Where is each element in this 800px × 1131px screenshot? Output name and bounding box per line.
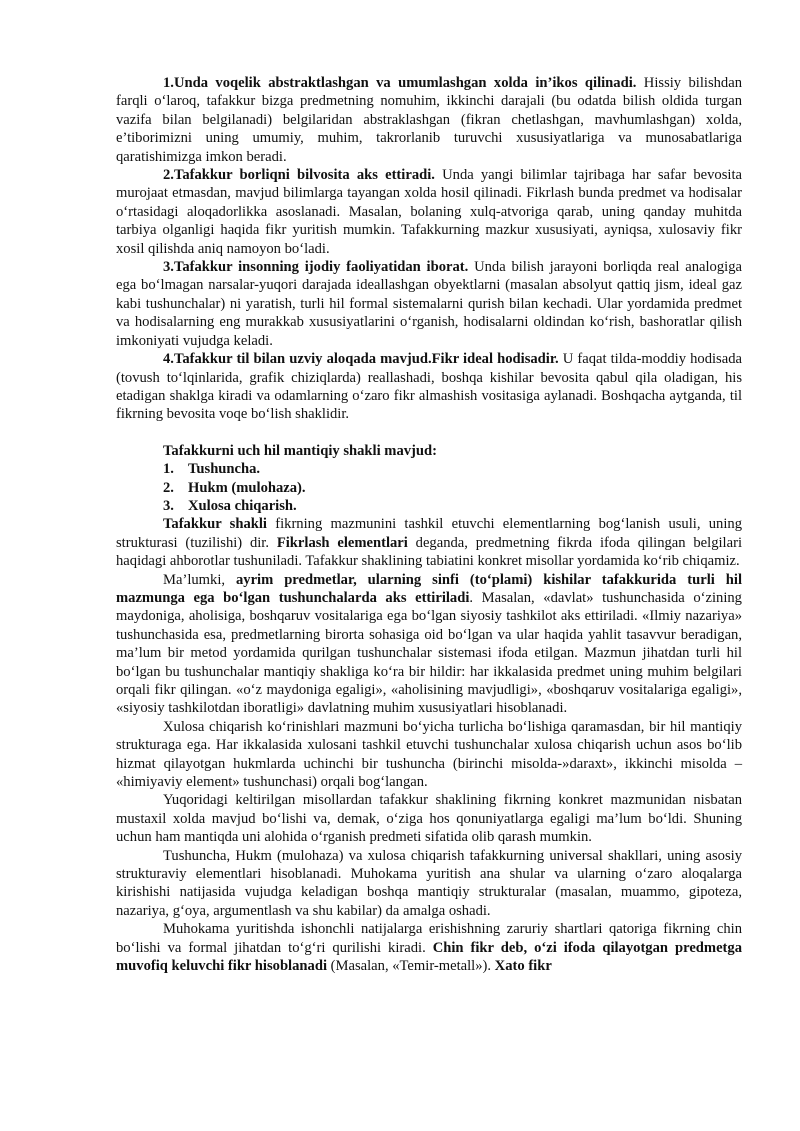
paragraph-4: [116, 350, 742, 424]
paragraph-6: [116, 571, 742, 718]
paragraph-5: [116, 515, 742, 570]
paragraph-3-heading: 3.Tafakkur insonning ijodiy faoliyatidan iborat.: [163, 259, 469, 276]
forms-list: [116, 460, 742, 515]
paragraph-5-text-b: deganda, predmetning fikrda ifoda qilingan belgilari haqidagi ahborotlar tushuniladi. Tafakkur shaklining tabiatini konkret misollar yordamida ko‘rib chiqamiz.: [116, 534, 742, 570]
list-item-label: Xulosa chiqarish.: [188, 497, 297, 514]
list-item-number: 3.: [163, 497, 174, 514]
paragraph-4-text: U faqat tilda-moddiy hodisada (tovush to‘lqinlarida, grafik chiziqlarda) reallashadi, boshqa kishilar bevosita qabul qila oladigan, his etadigan shaklga kiradi va odamlarning o‘zaro fikr almashish vositasiga aylanadi. Boshqacha aytganda, til fikrning bevosita voqe bo‘lish shaklidir.: [116, 351, 742, 423]
paragraph-2-heading: 2.Tafakkur borliqni bilvosita aks ettiradi.: [163, 167, 435, 184]
paragraph-3-text: Unda bilish jarayoni borliqda real analogiga ega bo‘lmagan narsalar-yuqori darajada ideallashgan obyektlarni (masalan absolyut qattiq jism, ideal gaz kabi tushunchalar) ni yaratish, turli hil formal sistemalarni qurish bilan kechadi. Ular yordamida predmet va hodisalarning eng murakkab xususiyatlarini o‘rganish, hodisalarni oldindan ko‘rish, bashoratlar qilish imkoniyati vujudga keladi.: [116, 259, 742, 349]
paragraph-6-text-a: Ma’lumki,: [163, 571, 236, 588]
list-item: [116, 497, 742, 515]
term-thinking-form: Tafakkur shakli: [163, 516, 267, 533]
paragraph-1-text: Hissiy bilishdan farqli o‘laroq, tafakkur bizga predmetning nomuhim, ikkinchi darajali (bu odatda bilish oldida turgan vazifa bilan belgilanadi) belgilaridan abstraklashgan (fikran chetlashgan, mavhumlashgan) xolda, e’tiborimizni uning umumiy, muhim, takrorlanib turuvchi xususiyatlariga va munosabatlariga qaratishimizga imkon beradi.: [116, 75, 742, 165]
paragraph-1-heading: 1.Unda voqelik abstraktlashgan va umumlashgan xolda in’ikos qilinadi.: [163, 75, 637, 91]
paragraph-3: [116, 258, 742, 350]
paragraph-2: [116, 166, 742, 258]
list-item: [116, 479, 742, 497]
list-item-label: Tushuncha.: [188, 461, 261, 478]
list-item-number: 2.: [163, 479, 174, 496]
paragraph-1: [116, 74, 742, 166]
paragraph-9: Tushuncha, Hukm (mulohaza) va xulosa chiqarish tafakkurning universal shakllari, uning asosiy strukturaviy elementlari hisoblanadi. Muhokama yuritish ana shular va ularning o‘zaro aloqalarga kirishishi natijasida vujudga keladigan boshqa mantiqiy strukturalar (masalan, muammo, gipoteza, nazariya, g‘oya, argumentlash va shu kabilar) da amalga oshadi.: [116, 847, 742, 919]
paragraph-6-text-b: . Masalan, «davlat» tushunchasida o‘zining maydoniga, aholisiga, boshqaruv vositalariga ega bo‘lgan siyosiy tashkilot aks ettiriladi. «Ilmiy nazariya» tushunchasida esa, predmetlarning birorta sohasiga oid bo‘lgan va ular haqida yahlit tasavvur beradigan, ma’lum bir metod yordamida qurilgan tushunchalar sistemasi ifoda etilgan. Mazmun jihatdan turli hil bo‘lgan bu tushunchalar mantiqiy shakliga ko‘ra bir hildir: har ikkalasida predmet uning muhim belgilari orqali fikr qilingan. «o‘z maydoniga egaligi», «aholisining mavjudligi», «boshqaruv vositalariga egaligi», «siyosiy tashkilotdan iboratligi» davlatning muhim xususiyatlari hisoblanadi.: [116, 589, 742, 717]
paragraph-5-text-a: fikrning mazmunini tashkil etuvchi elementlarning bog‘lanish usuli, uning strukturasi (tuzilishi) dir.: [116, 516, 742, 551]
forms-heading: [116, 442, 742, 460]
paragraph-4-heading: 4.Tafakkur til bilan uzviy aloqada mavjud.Fikr ideal hodisadir.: [163, 351, 559, 368]
paragraph-2-text: Unda yangi bilimlar tajribaga har safar bevosita murojaat etmasdan, mavjud bilimlarga tayangan xolda hosil qilinadi. Fikrlash bunda predmet va hodisalar o‘rtasidagi aloqadorlikka asoslanadi. Masalan, bolaning xulq-atvoriga qarab, uning qanday muhitda tarbiya olganligi haqida fikr yuritish mumkin. Tafakkurning mazkur xususiyati, ayniqsa, xulosaviy fikr xosil qilishda aniq namoyon bo‘ladi.: [116, 167, 743, 257]
list-item-label: Hukm (mulohaza).: [188, 479, 306, 496]
list-item: [116, 460, 742, 478]
term-true-thought: Chin fikr deb, o‘zi ifoda qilayotgan predmetga muvofiq keluvchi fikr hisoblanadi: [116, 939, 742, 975]
forms-heading-text: Tafakkurni uch hil mantiqiy shakli mavjud:: [163, 442, 437, 459]
paragraph-10-text-b: (Masalan, «Temir-metall»).: [327, 958, 495, 975]
spacer: [116, 424, 742, 442]
paragraph-10-text-a: Muhokama yuritishda ishonchli natijalarga erishishning zaruriy shartlari qatoriga fikrning chin bo‘lishi va formal jihatdan to‘g‘ri qurilishi kiradi.: [116, 921, 742, 956]
term-thinking-elements: Fikrlash elementlari: [276, 534, 408, 551]
list-item-number: 1.: [163, 461, 174, 478]
paragraph-7: Xulosa chiqarish ko‘rinishlari mazmuni bo‘yicha turlicha bo‘lishiga qaramasdan, bir hil mantiqiy strukturaga ega. Har ikkalasida xulosani tashkil etuvchi tushunchalar xulosa chiqarish uchun asos bo‘lib hizmat qilayotgan hukmlarda uchinchi bir tushuncha (birinchi misolda-»daraxt», ikkinchi misolda – «himiyaviy element» tushunchasi) orqali bog‘langan.: [116, 718, 742, 791]
paragraph-8: Yuqoridagi keltirilgan misollardan tafakkur shaklining fikrning konkret mazmunidan nisbatan mustaxil xolda mavjud bo‘lishi va, demak, o‘ziga hos qonuniyatlarga egaligi ma’lum bo‘ldi. Shuning uchun ham mantiqda uni alohida o‘rganish predmeti sifatida olib qarash mumkin.: [116, 792, 742, 846]
paragraph-10: [116, 920, 742, 975]
term-false-thought: Xato fikr: [494, 958, 552, 975]
paragraph-6-emphasis: ayrim predmetlar, ularning sinfi (to‘plami) kishilar tafakkurida turli hil mazmunga ega bo‘lgan tushunchalarda aks ettiriladi: [116, 571, 743, 606]
